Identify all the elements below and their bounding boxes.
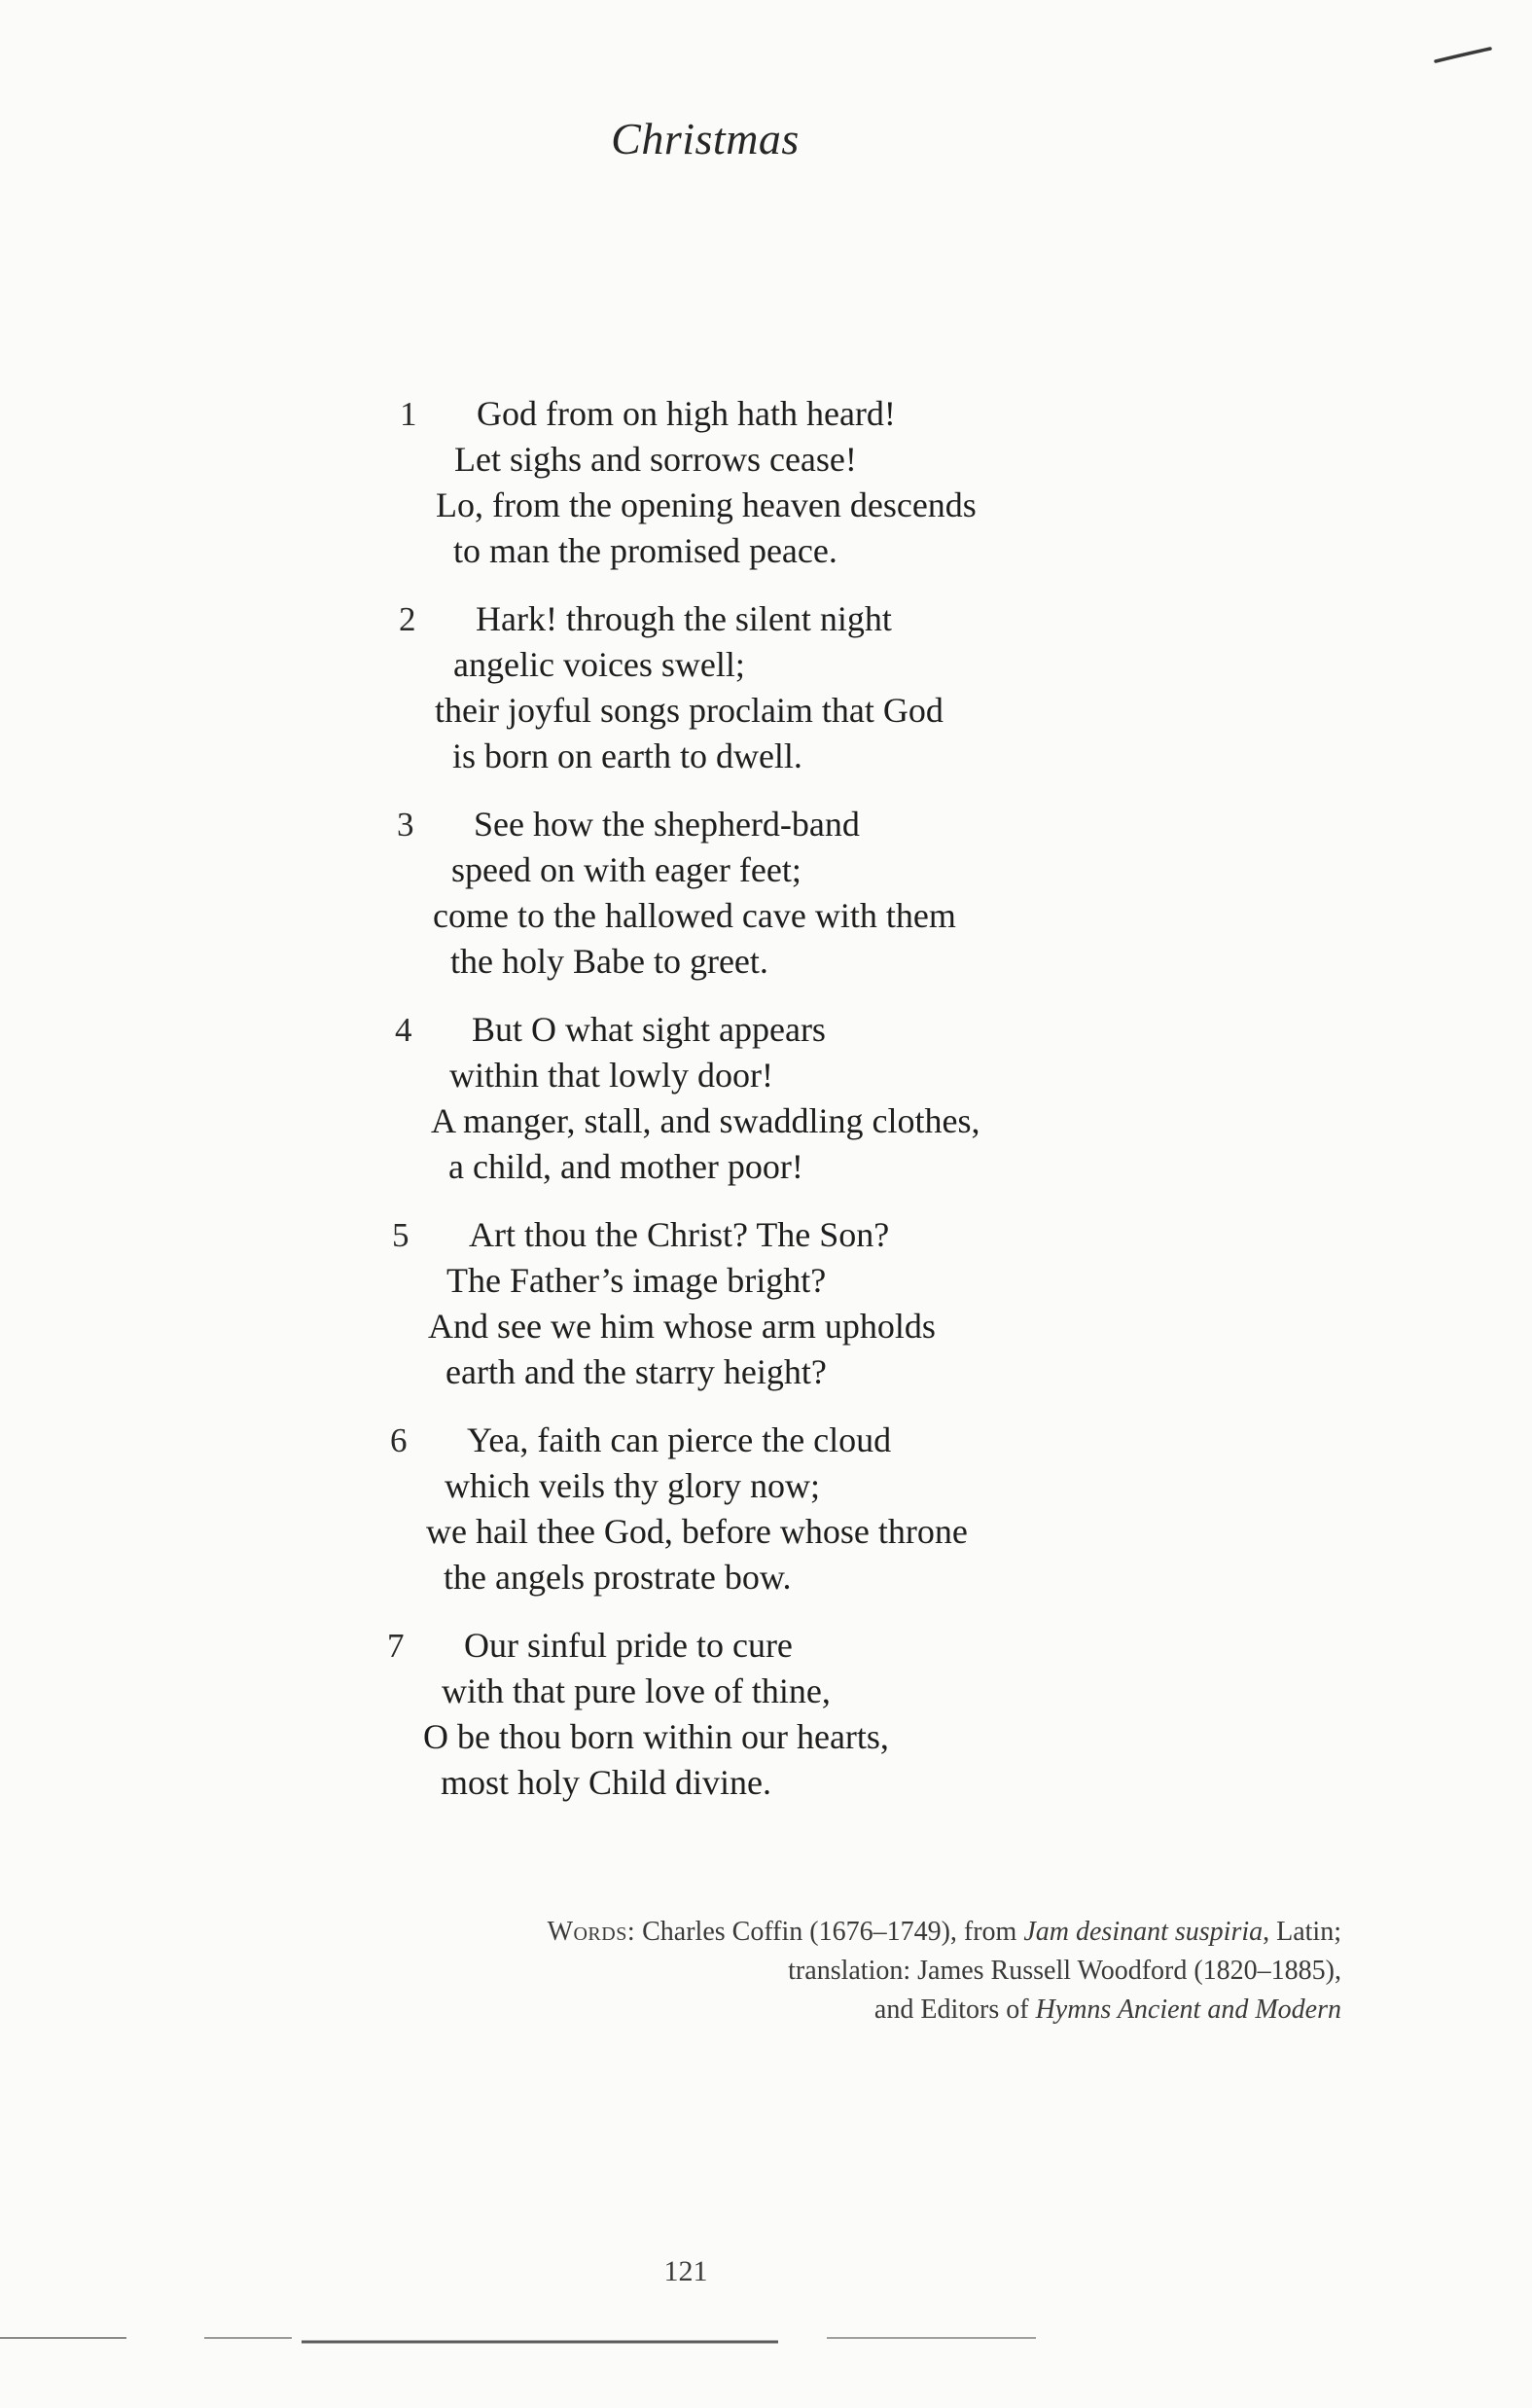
stanza-line: The Father’s image bright? [446, 1261, 827, 1300]
stanza-line: earth and the starry height? [445, 1352, 827, 1391]
attribution-author: Charles Coffin (1676–1749), from [635, 1917, 1024, 1947]
stanza-4 [345, 1007, 1143, 1190]
stanza-line: Yea, faith can pierce the cloud [467, 1420, 892, 1459]
stanza-line: which veils thy glory now; [445, 1466, 820, 1505]
attribution-editors-prefix: and Editors of [873, 1995, 1036, 2025]
attribution-book-title: Hymns Ancient and Modern [1035, 1995, 1341, 2025]
attribution-source-title: Jam desinant suspiria [1023, 1917, 1264, 1947]
page-title: Christmas [611, 114, 800, 163]
stanza-line: the holy Babe to greet. [450, 942, 768, 981]
stanza-line: Hark! through the silent night [476, 599, 892, 638]
stanza-line: most holy Child divine. [441, 1763, 772, 1802]
stanza-line: their joyful songs proclaim that God [435, 691, 944, 730]
hymn-text [350, 391, 1148, 1828]
stanza-number: 4 [395, 1011, 412, 1049]
stanza-line: Our sinful pride to cure [464, 1626, 793, 1665]
stanza-number: 5 [392, 1216, 410, 1254]
stanza-line: And see we him whose arm upholds [428, 1307, 936, 1346]
stanza-number: 1 [400, 395, 417, 433]
stanza-line: But O what sight appears [472, 1010, 826, 1049]
stanza-3 [347, 802, 1145, 985]
page-number: 121 [663, 2255, 708, 2287]
stanza-line: speed on with eager feet; [451, 850, 802, 889]
stanza-line: See how the shepherd-band [474, 805, 860, 844]
hymn-attribution [548, 1913, 1341, 2030]
stanza-line: a child, and mother poor! [448, 1147, 803, 1186]
stanza-line: Lo, from the opening heaven descends [436, 485, 977, 524]
attribution-line-translation: translation: James Russell Woodford (1820–1885), [788, 1956, 1341, 1986]
stanza-line: Art thou the Christ? The Son? [469, 1215, 890, 1254]
stanza-line: Let sighs and sorrows cease! [454, 440, 857, 479]
attribution-label: Words: [547, 1917, 636, 1947]
attribution-line-editors [548, 1991, 1341, 2030]
stanza-line: A manger, stall, and swaddling clothes, [431, 1101, 980, 1140]
stanza-line: the angels prostrate bow. [444, 1558, 792, 1597]
stanza-line: come to the hallowed cave with them [433, 896, 956, 935]
scan-edge-lines [0, 2330, 1532, 2350]
stanza-line: angelic voices swell; [453, 645, 745, 684]
stanza-number: 7 [387, 1627, 405, 1665]
stanza-line: to man the promised peace. [453, 531, 837, 570]
stanza-line: O be thou born within our hearts, [423, 1717, 889, 1756]
stanza-1 [350, 391, 1148, 574]
scan-corner-mark [0, 0, 1532, 117]
attribution-language: , Latin; [1263, 1917, 1341, 1947]
stanza-line: within that lowly door! [449, 1056, 773, 1095]
stanza-2 [349, 596, 1147, 779]
stanza-line: is born on earth to dwell. [452, 737, 802, 775]
stanza-6 [340, 1418, 1138, 1600]
stanza-7 [338, 1623, 1135, 1806]
attribution-line-words [548, 1913, 1341, 1952]
stanza-5 [342, 1212, 1140, 1395]
stanza-line: God from on high hath heard! [477, 394, 896, 433]
stanza-number: 3 [397, 806, 414, 844]
stanza-number: 2 [399, 600, 416, 638]
stanza-number: 6 [390, 1421, 408, 1459]
stanza-line: with that pure love of thine, [442, 1671, 831, 1710]
stanza-line: we hail thee God, before whose throne [426, 1512, 968, 1551]
